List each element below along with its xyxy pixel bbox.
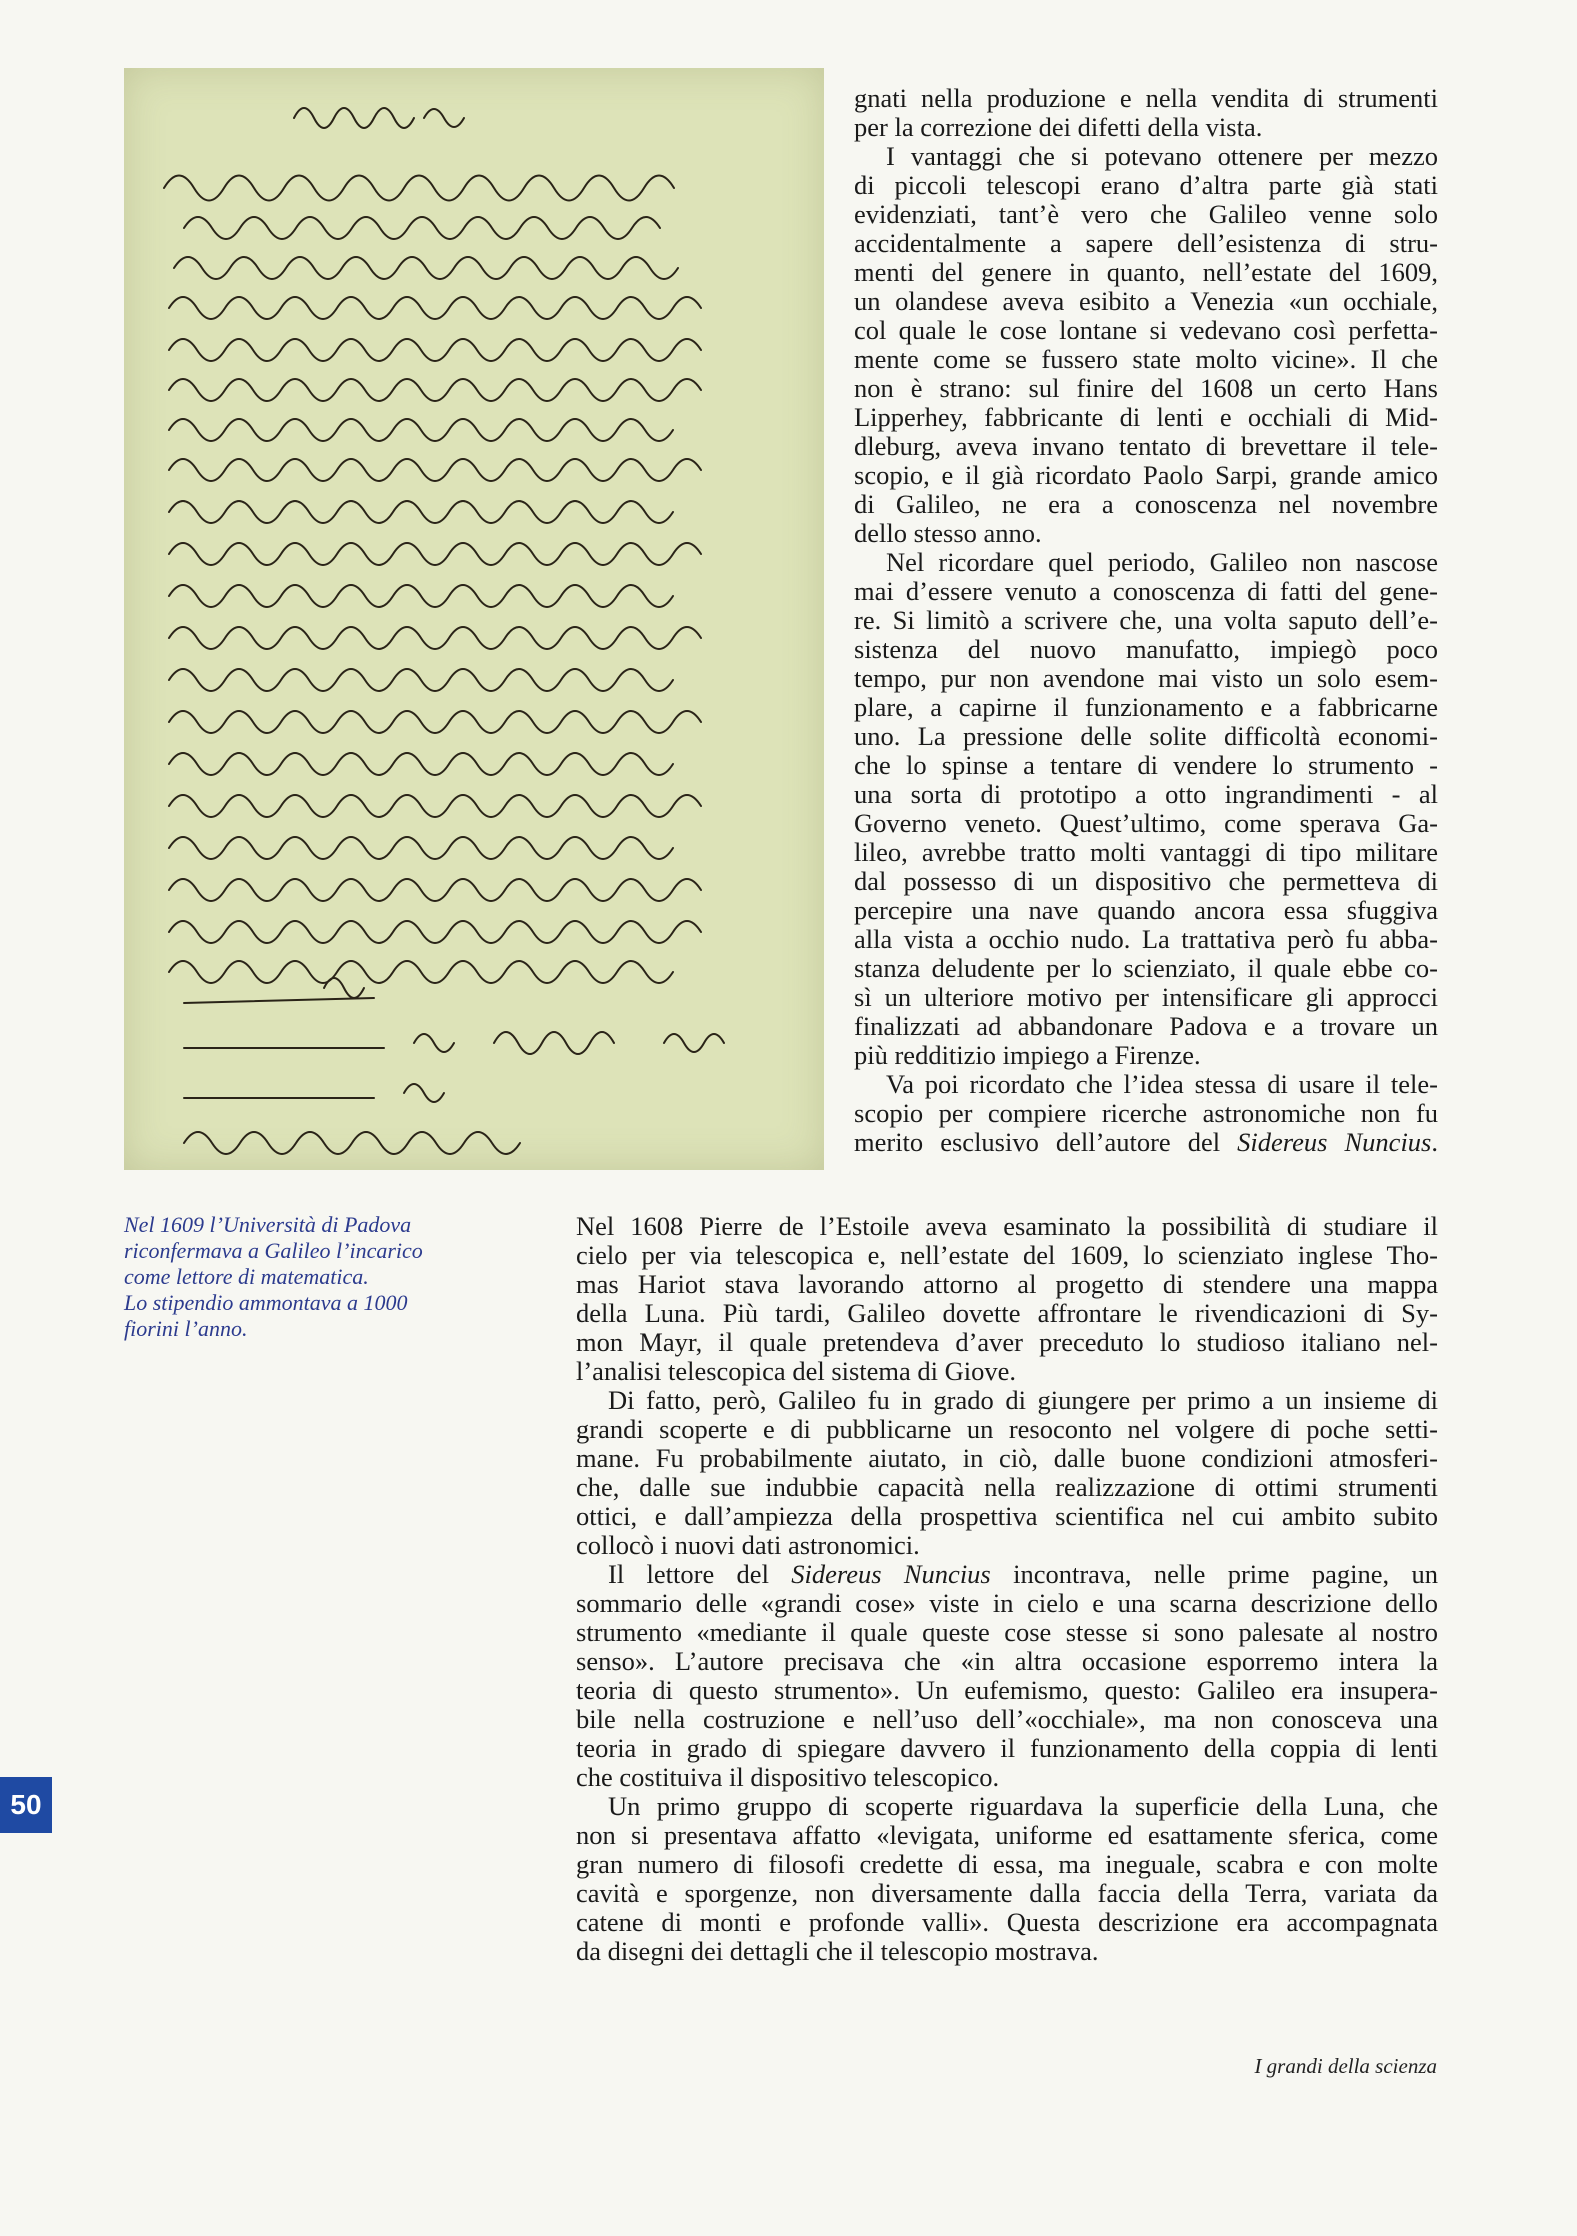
text-line: mane. Fu probabilmente aiutato, in ciò, dalle buone condizioni atmosferi- <box>576 1443 1438 1473</box>
text-line: I vantaggi che si potevano ottenere per mezzo <box>886 141 1438 171</box>
text-line: una sorta di prototipo a otto ingrandimenti - al <box>854 779 1438 809</box>
book-title: Sidereus Nuncius <box>1237 1127 1432 1157</box>
text-line: da disegni dei dettagli che il telescopio mostrava. <box>576 1936 1099 1966</box>
caption-line: Lo stipendio ammontava a 1000 <box>124 1290 408 1315</box>
text-line: un olandese aveva esibito a Venezia «un occhiale, <box>854 286 1438 316</box>
text-line: gnati nella produzione e nella vendita di strumenti <box>854 83 1438 113</box>
text-line: mon Mayr, il quale pretendeva d’aver preceduto lo studioso italiano nel- <box>576 1327 1438 1357</box>
text-line: strumento «mediante il quale queste cose stesse si sono palesate al nostro <box>576 1617 1438 1647</box>
text-line: non è strano: sul finire del 1608 un certo Hans <box>854 373 1438 403</box>
manuscript-image <box>124 68 824 1170</box>
text-line: Il lettore del Sidereus Nuncius incontrava, nelle prime pagine, un <box>608 1559 1438 1589</box>
text-line: Governo veneto. Quest’ultimo, come sperava Ga- <box>854 808 1438 838</box>
text-line: mai d’essere venuto a conoscenza di fatti del gene- <box>854 576 1438 606</box>
text-line: che lo spinse a tentare di vendere lo strumento - <box>854 750 1438 780</box>
book-title: Sidereus Nuncius <box>791 1559 991 1589</box>
text-line: scopio per compiere ricerche astronomiche non fu <box>854 1098 1438 1128</box>
text-line: cielo per via telescopica e, nell’estate del 1609, lo scienziato inglese Tho- <box>576 1240 1438 1270</box>
text-line: sommario delle «grandi cose» viste in cielo e una scarna descrizione dello <box>576 1588 1438 1618</box>
text-line: mas Hariot stava lavorando attorno al progetto di stendere una mappa <box>576 1269 1438 1299</box>
text-line: evidenziati, tant’è vero che Galileo venne solo <box>854 199 1438 229</box>
text-line: plare, a capirne il funzionamento e a fabbricarne <box>854 692 1438 722</box>
text-line: mente come se fussero state molto vicine». Il che <box>854 344 1438 374</box>
text-line: alla vista a occhio nudo. La trattativa però fu abba- <box>854 924 1438 954</box>
text-line: dleburg, aveva invano tentato di brevettare il tele- <box>854 431 1438 461</box>
text-line: Di fatto, però, Galileo fu in grado di giungere per primo a un insieme di <box>608 1385 1438 1415</box>
text-line: re. Si limitò a scrivere che, una volta saputo dell’e- <box>854 605 1438 635</box>
text-line: Lipperhey, fabbricante di lenti e occhiali di Mid- <box>854 402 1438 432</box>
text-line: l’analisi telescopica del sistema di Giove. <box>576 1356 1017 1386</box>
text-line: stanza deludente per lo scienziato, il quale ebbe co- <box>854 953 1438 983</box>
text-line: Nel ricordare quel periodo, Galileo non nascose <box>886 547 1438 577</box>
text-line: che, dalle sue indubbie capacità nella realizzazione di ottimi strumenti <box>576 1472 1438 1502</box>
text-line: collocò i nuovi dati astronomici. <box>576 1530 920 1560</box>
text-line: menti del genere in quanto, nell’estate del 1609, <box>854 257 1438 287</box>
text-line: bile nella costruzione e nell’uso dell’«occhiale», ma non conosceva una <box>576 1704 1438 1734</box>
text-line: grandi scoperte e di pubblicarne un resoconto nel volgere di poche setti- <box>576 1414 1438 1444</box>
text-line: catene di monti e profonde valli». Questa descrizione era accompagnata <box>576 1907 1438 1937</box>
text-line: dal possesso di un dispositivo che permetteva di <box>854 866 1438 896</box>
text-line: senso». L’autore precisava che «in altra occasione esporremo intera la <box>576 1646 1438 1676</box>
text-line: accidentalmente a sapere dell’esistenza di stru- <box>854 228 1438 258</box>
caption-line: Nel 1609 l’Università di Padova <box>124 1212 412 1237</box>
text-line: sì un ulteriore motivo per intensificare gli approcci <box>854 982 1438 1012</box>
text-line: dello stesso anno. <box>854 518 1042 548</box>
text-line: lileo, avrebbe tratto molti vantaggi di tipo militare <box>854 837 1438 867</box>
text-line: gran numero di filosofi credette di essa, ma ineguale, scabra e con molte <box>576 1849 1438 1879</box>
text-line: uno. La pressione delle solite difficoltà economi- <box>854 721 1438 751</box>
text-line: Un primo gruppo di scoperte riguardava la superficie della Luna, che <box>608 1791 1438 1821</box>
text-line: tempo, pur non avendone mai visto un solo esem- <box>854 663 1438 693</box>
text-line: Va poi ricordato che l’idea stessa di usare il tele- <box>886 1069 1438 1099</box>
text-line: più redditizio impiego a Firenze. <box>854 1040 1201 1070</box>
body-text-wide-column <box>576 1212 1438 1966</box>
text-line: teoria di questo strumento». Un eufemismo, questo: Galileo era insupera- <box>576 1675 1438 1705</box>
running-footer: I grandi della scienza <box>1254 2054 1437 2078</box>
text-line: Nel 1608 Pierre de l’Estoile aveva esaminato la possibilità di studiare il <box>576 1211 1438 1241</box>
text-line: merito esclusivo dell’autore del Sidereus Nuncius. <box>854 1127 1438 1157</box>
text-line: di Galileo, ne era a conoscenza nel novembre <box>854 489 1438 519</box>
image-caption <box>124 1212 504 1342</box>
text-line: finalizzati ad abbandonare Padova e a trovare un <box>854 1011 1438 1041</box>
text-line: della Luna. Più tardi, Galileo dovette affrontare le rivendicazioni di Sy- <box>576 1298 1438 1328</box>
caption-line: fiorini l’anno. <box>124 1316 248 1341</box>
text-line: per la correzione dei difetti della vista. <box>854 112 1263 142</box>
text-line: scopio, e il già ricordato Paolo Sarpi, grande amico <box>854 460 1438 490</box>
text-line: teoria in grado di spiegare davvero il funzionamento della coppia di lenti <box>576 1733 1438 1763</box>
text-line: cavità e sporgenze, non diversamente dalla faccia della Terra, variata da <box>576 1878 1438 1908</box>
text-line: percepire una nave quando ancora essa sfuggiva <box>854 895 1438 925</box>
page-number: 50 <box>0 1777 52 1833</box>
text-line: sistenza del nuovo manufatto, impiegò poco <box>854 634 1438 664</box>
caption-line: come lettore di matematica. <box>124 1264 369 1289</box>
caption-line: riconfermava a Galileo l’incarico <box>124 1238 423 1263</box>
text-line: ottici, e dall’ampiezza della prospettiva scientifica nel cui ambito subito <box>576 1501 1438 1531</box>
text-line: non si presentava affatto «levigata, uniforme ed esattamente sferica, come <box>576 1820 1438 1850</box>
text-line: che costituiva il dispositivo telescopico. <box>576 1762 1000 1792</box>
handwriting-illustration <box>124 68 824 1170</box>
text-line: di piccoli telescopi erano d’altra parte già stati <box>854 170 1438 200</box>
text-line: col quale le cose lontane si vedevano così perfetta- <box>854 315 1438 345</box>
body-text-right-column <box>854 84 1438 1157</box>
